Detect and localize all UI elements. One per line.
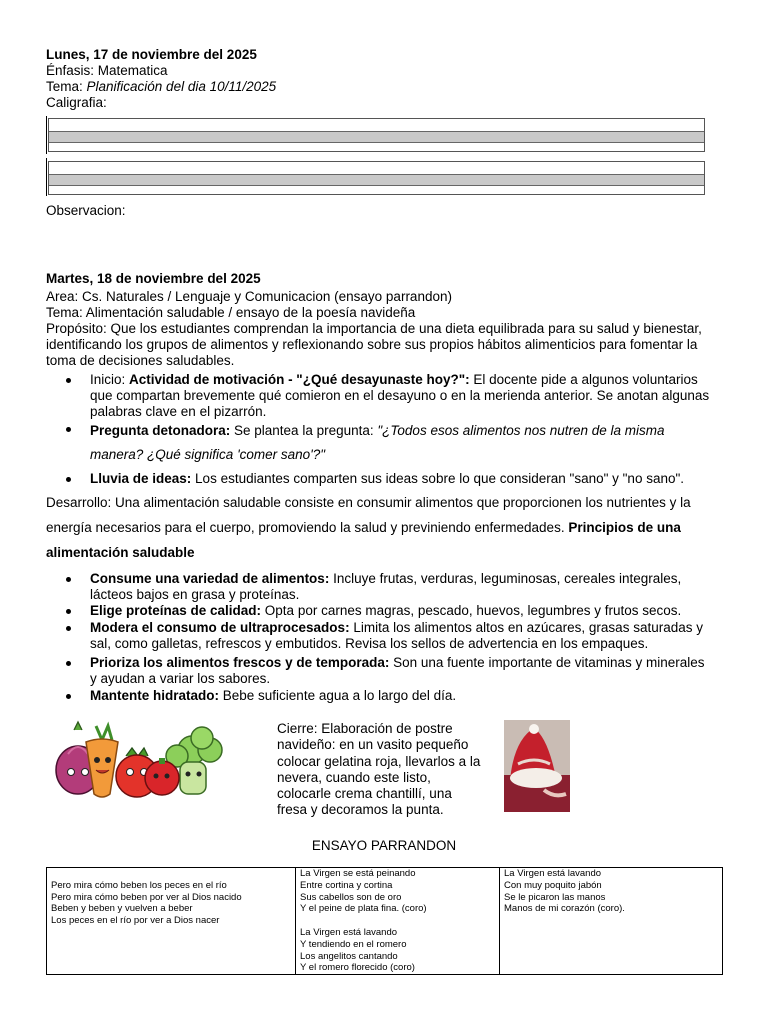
calligraphy-label: Caligrafia: (46, 95, 107, 110)
tuesday-date: Martes, 18 de noviembre del 2025 (46, 271, 261, 286)
principle-item: Mantente hidratado: Bebe suficiente agua a lo largo del día. (90, 688, 457, 703)
lyric-line: La Virgen está lavando (300, 926, 398, 938)
purpose-line-3: toma de decisiones saludables. (46, 353, 235, 368)
lyric-line: Pero mira cómo beben por ver al Dios nacido (51, 891, 242, 903)
lyrics-column-1 (47, 868, 296, 975)
monday-emphasis: Énfasis: Matematica (46, 63, 168, 78)
lyric-line: Y tendiendo en el romero (300, 938, 407, 950)
lyric-line: Entre cortina y cortina (300, 879, 393, 891)
bullet-icon (66, 427, 71, 432)
bullet-icon (66, 477, 71, 482)
lyric-line: Con muy poquito jabón (504, 879, 602, 891)
closing-activity: Cierre: Elaboración de postre navideño: en un vasito pequeño colocar gelatina roja, llevarlos a la nevera, cuando este listo, colocarle crema chantillí, una fresa y decoramos la punta. (277, 721, 481, 818)
principle-item: Prioriza los alimentos frescos y de temporada: Son una fuente importante de vitaminas y minerales y ayudan a variar los sabores. (90, 655, 705, 686)
vegetables-illustration-icon (52, 720, 227, 800)
bullet-icon (66, 694, 71, 699)
lyric-line: La Virgen se está peinando (300, 868, 416, 879)
bullet-icon (66, 661, 71, 666)
bullet-icon (66, 609, 71, 614)
principle-item: Consume una variedad de alimentos: Incluye frutas, verduras, leguminosas, cereales integrales, lácteos bajos en grasa y proteínas. (90, 571, 682, 602)
lluvia-item: Lluvia de ideas: Los estudiantes comparten sus ideas sobre lo que consideran "sano" y "no sano". (90, 471, 685, 486)
lyric-line: Y el peine de plata fina. (coro) (300, 903, 427, 915)
principle-item: Elige proteínas de calidad: Opta por carnes magras, pescado, huevos, legumbres y frutos secos. (90, 603, 682, 618)
lyric-line: Los angelitos cantando (300, 950, 398, 962)
development-line-2: energía necesarios para el cuerpo, promoviendo la salud y previniendo enfermedades. Principios de una (46, 520, 681, 535)
tuesday-topic: Tema: Alimentación saludable / ensayo de la poesía navideña (46, 305, 416, 320)
observation-label: Observacion: (46, 203, 126, 218)
development-line-1: Desarrollo: Una alimentación saludable consiste en consumir alimentos que proporcionen los nutrientes y la (46, 495, 691, 510)
calligraphy-margin-line (46, 116, 47, 154)
monday-topic: Tema: Planificación del dia 10/11/2025 (46, 79, 277, 94)
lyric-line: Se le picaron las manos (504, 891, 606, 903)
purpose-line-1: Propósito: Que los estudiantes comprendan la importancia de una dieta equilibrada para su salud y bienestar, (46, 321, 702, 336)
bullet-icon (66, 378, 71, 383)
development-line-3: alimentación saludable (46, 545, 195, 560)
lyric-line: Beben y beben y vuelven a beber (51, 903, 193, 915)
lyrics-column-2 (296, 868, 500, 975)
lyrics-column-3 (500, 868, 723, 975)
table-row (47, 868, 723, 975)
tuesday-area: Area: Cs. Naturales / Lenguaje y Comunicacion (ensayo parrandon) (46, 289, 452, 304)
calligraphy-guide-1 (48, 118, 705, 152)
lyric-line: Pero mira cómo beben los peces en el río (51, 879, 227, 891)
pregunta-item: Pregunta detonadora: Se plantea la pregunta: "¿Todos esos alimentos nos nutren de la misma manera? ¿Qué significa 'comer sano'?" (90, 423, 665, 462)
lyric-line: La Virgen está lavando (504, 868, 602, 879)
principle-item: Modera el consumo de ultraprocesados: Limita los alimentos altos en azúcares, grasas saturadas y sal, como galletas, refrescos y embutidos. Revisa los sellos de advertencia en los empaques. (90, 620, 703, 651)
lyric-line: Y el romero florecido (coro) (300, 962, 415, 974)
calligraphy-guide-2 (48, 161, 705, 195)
lyric-line: Manos de mi corazón (coro). (504, 903, 625, 915)
inicio-item: Inicio: Actividad de motivación - "¿Qué desayunaste hoy?": El docente pide a algunos voluntarios que compartan brevemente qué comieron en el desayuno o en la merienda anterior. Se anotan algunas palabras clave en el pizarrón. (90, 372, 710, 419)
lyric-line: Sus cabellos son de oro (300, 891, 402, 903)
ensayo-title: ENSAYO PARRANDON (311, 838, 457, 853)
lyrics-table (46, 867, 723, 975)
monday-date: Lunes, 17 de noviembre del 2025 (46, 47, 257, 62)
calligraphy-margin-line (46, 158, 47, 196)
bullet-icon (66, 577, 71, 582)
purpose-line-2: identificando los grupos de alimentos y reflexionando sobre sus propios hábitos alimenticios para fomentar la (46, 337, 698, 352)
bullet-icon (66, 626, 71, 631)
dessert-photo-icon (504, 720, 570, 812)
lyric-line: Los peces en el río por ver a Dios nacer (51, 915, 220, 927)
